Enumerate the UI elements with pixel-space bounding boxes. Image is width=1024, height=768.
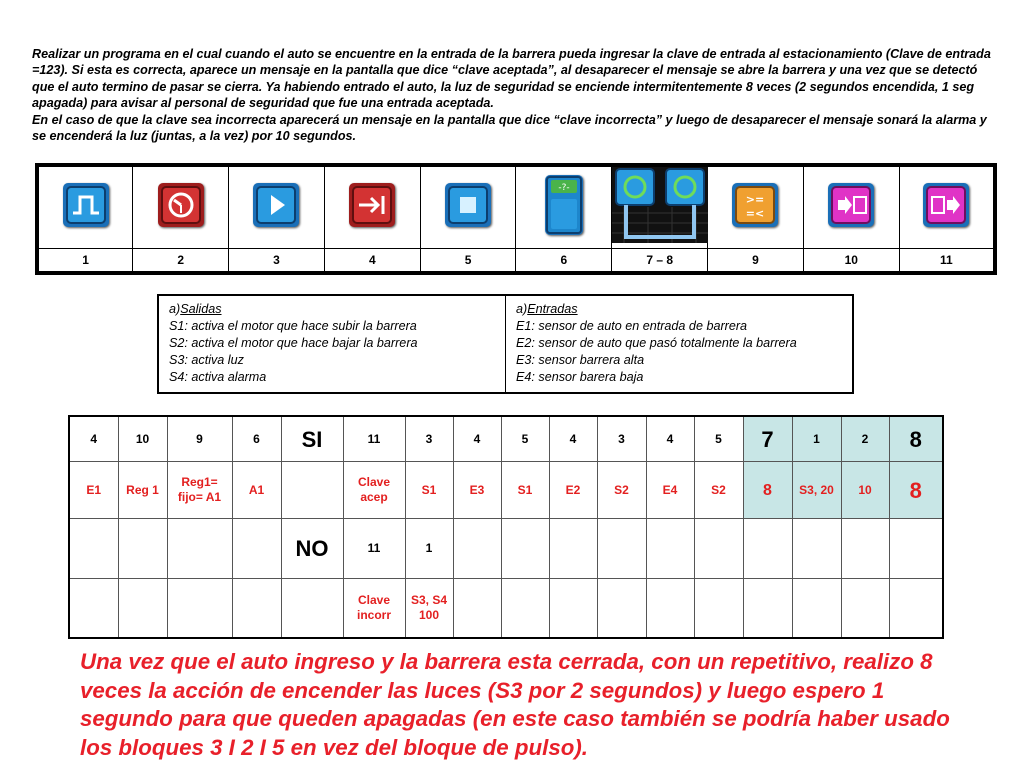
explanation-note	[80, 648, 980, 762]
program-cell	[743, 578, 792, 638]
program-cell: S2	[597, 462, 646, 519]
salida-item: S4: activa alarma	[169, 370, 267, 384]
program-cell	[453, 578, 501, 638]
entrada-item: E4: sensor barera baja	[516, 370, 644, 384]
program-cell: 4	[549, 416, 597, 462]
program-cell	[549, 519, 597, 578]
program-cell: E3	[453, 462, 501, 519]
output-block-icon	[923, 183, 969, 227]
entrada-item: E3: sensor barrera alta	[516, 353, 645, 367]
program-cell: Clave incorr	[343, 578, 405, 638]
program-cell	[118, 519, 167, 578]
blocks-number-row	[37, 249, 995, 274]
program-cell	[69, 578, 118, 638]
program-cell: E2	[549, 462, 597, 519]
program-cell	[694, 578, 743, 638]
block-number: 4	[324, 249, 420, 274]
program-row-si-blocks	[69, 416, 943, 462]
program-cell	[841, 578, 889, 638]
program-cell: S2	[694, 462, 743, 519]
program-cell: 1	[792, 416, 841, 462]
block-cell-1	[37, 165, 133, 249]
block-cell-9	[708, 165, 804, 249]
loop-start-cell: 7	[743, 416, 792, 462]
program-row-no-blocks	[69, 519, 943, 578]
block-cell-6	[516, 165, 612, 249]
loop-end-param-cell: 8	[889, 462, 943, 519]
block-cell-10	[803, 165, 899, 249]
entradas-cell	[506, 295, 854, 393]
program-cell	[792, 578, 841, 638]
block-number: 6	[516, 249, 612, 274]
block-number: 7 – 8	[612, 249, 708, 274]
input-block-icon	[828, 183, 874, 227]
program-cell	[167, 578, 232, 638]
program-cell: 11	[343, 519, 405, 578]
compare-block-icon	[732, 183, 778, 227]
block-cell-7-8	[612, 165, 708, 249]
problem-paragraph-1: Realizar un programa en el cual cuando el auto se encuentre en la entrada de la barrera pueda ingresar la clave de entrada al estacionamiento (Clave de entrada =123). Si esta es correcta, aparece un mensaje en la pantalla que dice “clave aceptada”, al desaparecer el mensaje se abre la barrera y una vez que se detectó que el auto termino de pasar se cierra. Ya habiendo entrado el auto, la luz de seguridad se enciende intermitentemente 8 veces (2 segundos encendida, 1 seg apagada) para avisar al personal de seguridad que fue una entrada aceptada.	[32, 47, 991, 111]
program-cell	[694, 519, 743, 578]
loop-end-cell: 8	[889, 416, 943, 462]
program-cell	[453, 519, 501, 578]
program-row-no-params	[69, 578, 943, 638]
program-cell	[646, 578, 694, 638]
block-cell-3	[229, 165, 325, 249]
jump-block-icon	[349, 183, 395, 227]
program-cell	[501, 519, 549, 578]
variable-block-icon	[545, 175, 583, 235]
block-number: 1	[37, 249, 133, 274]
block-cell-5	[420, 165, 516, 249]
program-cell	[69, 519, 118, 578]
loop-count-cell: 8	[743, 462, 792, 519]
program-cell: 10	[118, 416, 167, 462]
program-cell: 3	[405, 416, 453, 462]
program-cell	[597, 519, 646, 578]
program-cell: 3	[597, 416, 646, 462]
pulse-block-icon	[63, 183, 109, 227]
program-cell	[281, 462, 343, 519]
stop-block-icon	[445, 183, 491, 227]
io-definitions-table	[157, 294, 854, 394]
program-cell: A1	[232, 462, 281, 519]
program-cell: S3, 20	[792, 462, 841, 519]
program-cell	[549, 578, 597, 638]
program-cell: 5	[694, 416, 743, 462]
blocks-icon-row	[37, 165, 995, 249]
si-branch-label: SI	[281, 416, 343, 462]
program-cell: 9	[167, 416, 232, 462]
salida-item: S1: activa el motor que hace subir la barrera	[169, 319, 417, 333]
program-cell: Reg1= fijo= A1	[167, 462, 232, 519]
program-row-si-params	[69, 462, 943, 519]
program-cell	[232, 578, 281, 638]
program-cell	[841, 519, 889, 578]
program-cell: 5	[501, 416, 549, 462]
block-cell-11	[899, 165, 995, 249]
program-cell	[167, 519, 232, 578]
problem-statement	[32, 46, 997, 144]
problem-paragraph-2: En el caso de que la clave sea incorrecta aparecerá un mensaje en la pantalla que dice “clave incorrecta” y luego de desaparecer el mensaje sonará la alarma y se encenderá la luz (juntas, a la vez) por 10 segundos.	[32, 112, 987, 144]
program-cell	[281, 578, 343, 638]
program-cell: S1	[405, 462, 453, 519]
program-cell	[501, 578, 549, 638]
program-cell: 6	[232, 416, 281, 462]
entradas-title: Entradas	[527, 302, 578, 316]
play-block-icon	[253, 183, 299, 227]
program-cell: 1	[405, 519, 453, 578]
salida-item: S2: activa el motor que hace bajar la barrera	[169, 336, 418, 350]
explanation-text: Una vez que el auto ingreso y la barrera esta cerrada, con un repetitivo, realizo 8 veces la acción de encender las luces (S3 por 2 segundos) y luego espero 1 segundo para que queden apagadas (en este caso también se podría haber usado los bloques 3 I 2 I 5 en vez del bloque de pulso).	[80, 649, 950, 760]
program-cell: 2	[841, 416, 889, 462]
program-cell: Clave acep	[343, 462, 405, 519]
entrada-item: E1: sensor de auto en entrada de barrera	[516, 319, 748, 333]
loop-block-icon	[612, 167, 708, 243]
program-cell: 11	[343, 416, 405, 462]
svg-text:>=: >=	[746, 193, 765, 206]
svg-text:=<: =<	[746, 207, 765, 220]
entrada-item: E2: sensor de auto que pasó totalmente la barrera	[516, 336, 797, 350]
svg-text:-?-: -?-	[558, 183, 570, 193]
timer-block-icon	[158, 183, 204, 227]
salidas-label: a)	[169, 302, 181, 316]
block-number: 9	[708, 249, 804, 274]
no-branch-label: NO	[281, 519, 343, 578]
program-cell	[792, 519, 841, 578]
program-cell	[118, 578, 167, 638]
program-cell: S3, S4 100	[405, 578, 453, 638]
salidas-cell	[158, 295, 506, 393]
entradas-label: a)	[516, 302, 528, 316]
program-cell: Reg 1	[118, 462, 167, 519]
program-cell: 4	[646, 416, 694, 462]
block-number: 3	[229, 249, 325, 274]
program-cell	[889, 578, 943, 638]
program-cell	[646, 519, 694, 578]
block-cell-2	[133, 165, 229, 249]
program-cell	[597, 578, 646, 638]
block-number: 5	[420, 249, 516, 274]
program-cell: S1	[501, 462, 549, 519]
program-cell: E1	[69, 462, 118, 519]
program-cell: E4	[646, 462, 694, 519]
salida-item: S3: activa luz	[169, 353, 244, 367]
program-cell	[889, 519, 943, 578]
block-number: 10	[803, 249, 899, 274]
program-cell: 10	[841, 462, 889, 519]
program-cell: 4	[69, 416, 118, 462]
salidas-title: Salidas	[180, 302, 222, 316]
block-cell-4	[324, 165, 420, 249]
program-grid	[68, 415, 944, 639]
program-cell	[232, 519, 281, 578]
program-cell: 4	[453, 416, 501, 462]
blocks-table	[35, 163, 997, 275]
block-number: 11	[899, 249, 995, 274]
block-number: 2	[133, 249, 229, 274]
program-cell	[743, 519, 792, 578]
